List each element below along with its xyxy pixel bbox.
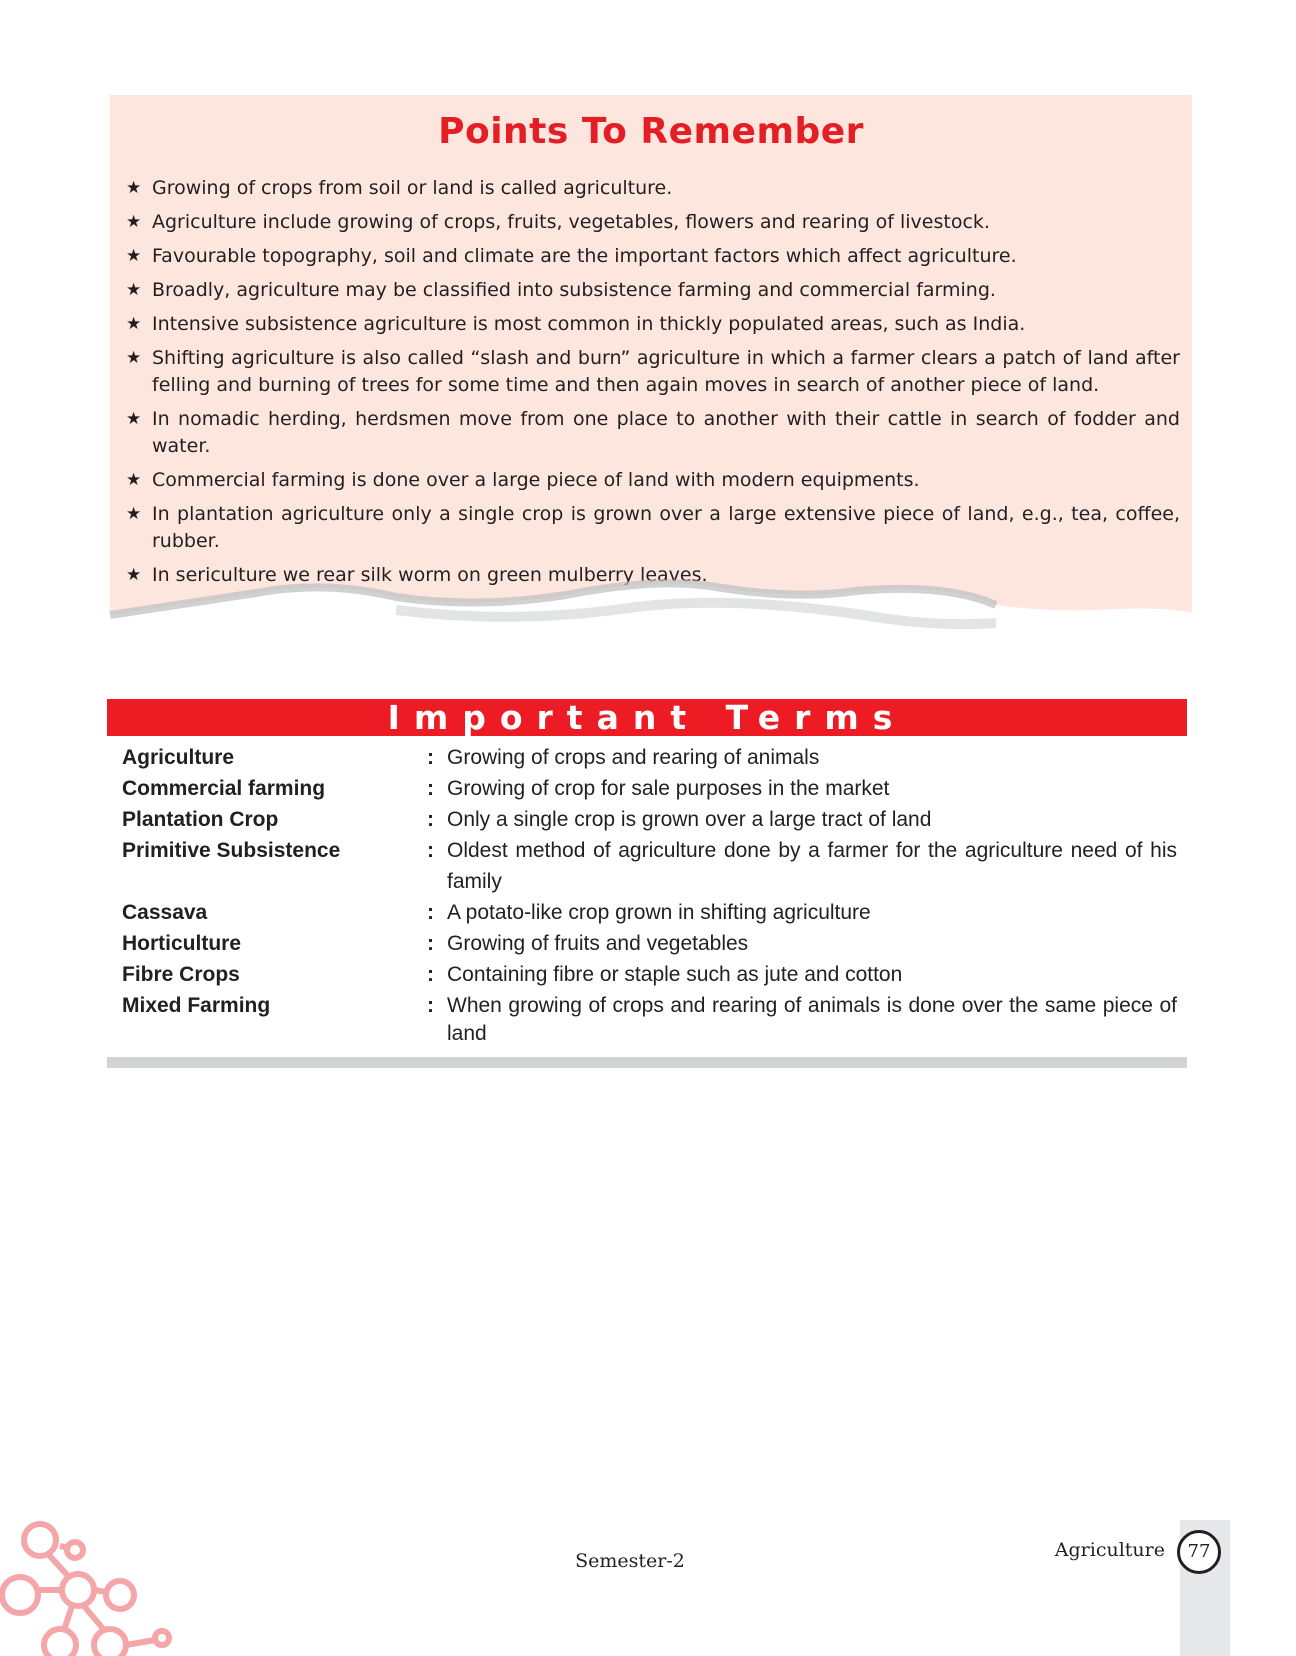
term-name: Horticulture <box>122 932 242 955</box>
term-colon: : <box>427 994 434 1017</box>
term-name: Mixed Farming <box>122 994 271 1017</box>
term-name: Plantation Crop <box>122 808 279 831</box>
term-definition: When growing of crops and rearing of animals is done over the same piece of land <box>447 994 1177 1045</box>
points-list <box>120 175 1180 596</box>
terms-table <box>122 742 1177 1048</box>
star-icon: ★ <box>126 212 142 232</box>
term-row <box>122 773 1177 804</box>
star-icon: ★ <box>126 280 142 300</box>
term-definition: Growing of fruits and vegetables <box>447 932 749 955</box>
term-definition: Only a single crop is grown over a large tract of land <box>447 808 932 831</box>
star-icon: ★ <box>126 178 142 198</box>
term-row <box>122 928 1177 959</box>
star-icon: ★ <box>126 348 142 368</box>
term-colon: : <box>427 808 434 831</box>
term-name: Cassava <box>122 901 208 924</box>
term-definition: Growing of crop for sale purposes in the market <box>447 777 890 800</box>
important-terms-header: Important Terms <box>107 699 1187 736</box>
point-item: ★ Intensive subsistence agriculture is most common in thickly populated areas, such as India. <box>120 311 1180 338</box>
term-colon: : <box>427 963 434 986</box>
point-item: ★ In plantation agriculture only a single crop is grown over a large extensive piece of land, e.g., tea, coffee, rubber. <box>126 503 1180 552</box>
footer-chapter: Agriculture <box>1054 1539 1165 1561</box>
term-row <box>122 835 1177 897</box>
point-item: ★ In nomadic herding, herdsmen move from one place to another with their cattle in search of fodder and water. <box>126 408 1180 457</box>
star-icon: ★ <box>126 504 142 524</box>
point-item: ★ Broadly, agriculture may be classified into subsistence farming and commercial farming. <box>120 277 1180 304</box>
term-colon: : <box>427 746 434 769</box>
point-item: ★ In sericulture we rear silk worm on green mulberry leaves. <box>120 562 1180 589</box>
term-row <box>122 897 1177 928</box>
point-item: ★ Shifting agriculture is also called “slash and burn” agriculture in which a farmer clears a patch of land after felling and burning of trees for some time and then again moves in search of another piece of land. <box>126 347 1180 396</box>
points-to-remember-box <box>110 95 1192 615</box>
term-name: Agriculture <box>122 746 235 769</box>
footer-semester: Semester-2 <box>575 1550 685 1572</box>
point-item: ★ Favourable topography, soil and climate are the important factors which affect agriculture. <box>120 243 1180 270</box>
term-name: Commercial farming <box>122 777 326 800</box>
point-item: ★ Growing of crops from soil or land is called agriculture. <box>120 175 1180 202</box>
term-name: Primitive Subsistence <box>122 839 341 862</box>
point-item: ★ Commercial farming is done over a large piece of land with modern equipments. <box>120 467 1180 494</box>
star-icon: ★ <box>126 246 142 266</box>
term-colon: : <box>427 839 434 862</box>
term-row <box>122 990 1177 1048</box>
term-row <box>122 804 1177 835</box>
torn-paper-edge <box>96 565 1196 635</box>
term-definition: Growing of crops and rearing of animals <box>447 746 820 769</box>
point-item: ★ Agriculture include growing of crops, fruits, vegetables, flowers and rearing of livestock. <box>120 209 1180 236</box>
term-name: Fibre Crops <box>122 963 240 986</box>
terms-bottom-bar <box>107 1057 1187 1068</box>
star-icon: ★ <box>126 314 142 334</box>
molecule-decoration-icon <box>0 1520 180 1656</box>
star-icon: ★ <box>126 565 142 585</box>
term-row <box>122 742 1177 773</box>
term-definition: Oldest method of agriculture done by a farmer for the agriculture need of his family <box>447 839 1177 893</box>
term-colon: : <box>427 932 434 955</box>
star-icon: ★ <box>126 470 142 490</box>
term-colon: : <box>427 777 434 800</box>
points-title: Points To Remember <box>438 111 864 152</box>
term-definition: Containing fibre or staple such as jute and cotton <box>447 963 903 986</box>
term-definition: A potato-like crop grown in shifting agriculture <box>447 901 871 924</box>
term-colon: : <box>427 901 434 924</box>
star-icon: ★ <box>126 409 142 429</box>
page-number: 77 <box>1177 1530 1221 1574</box>
term-row <box>122 959 1177 990</box>
